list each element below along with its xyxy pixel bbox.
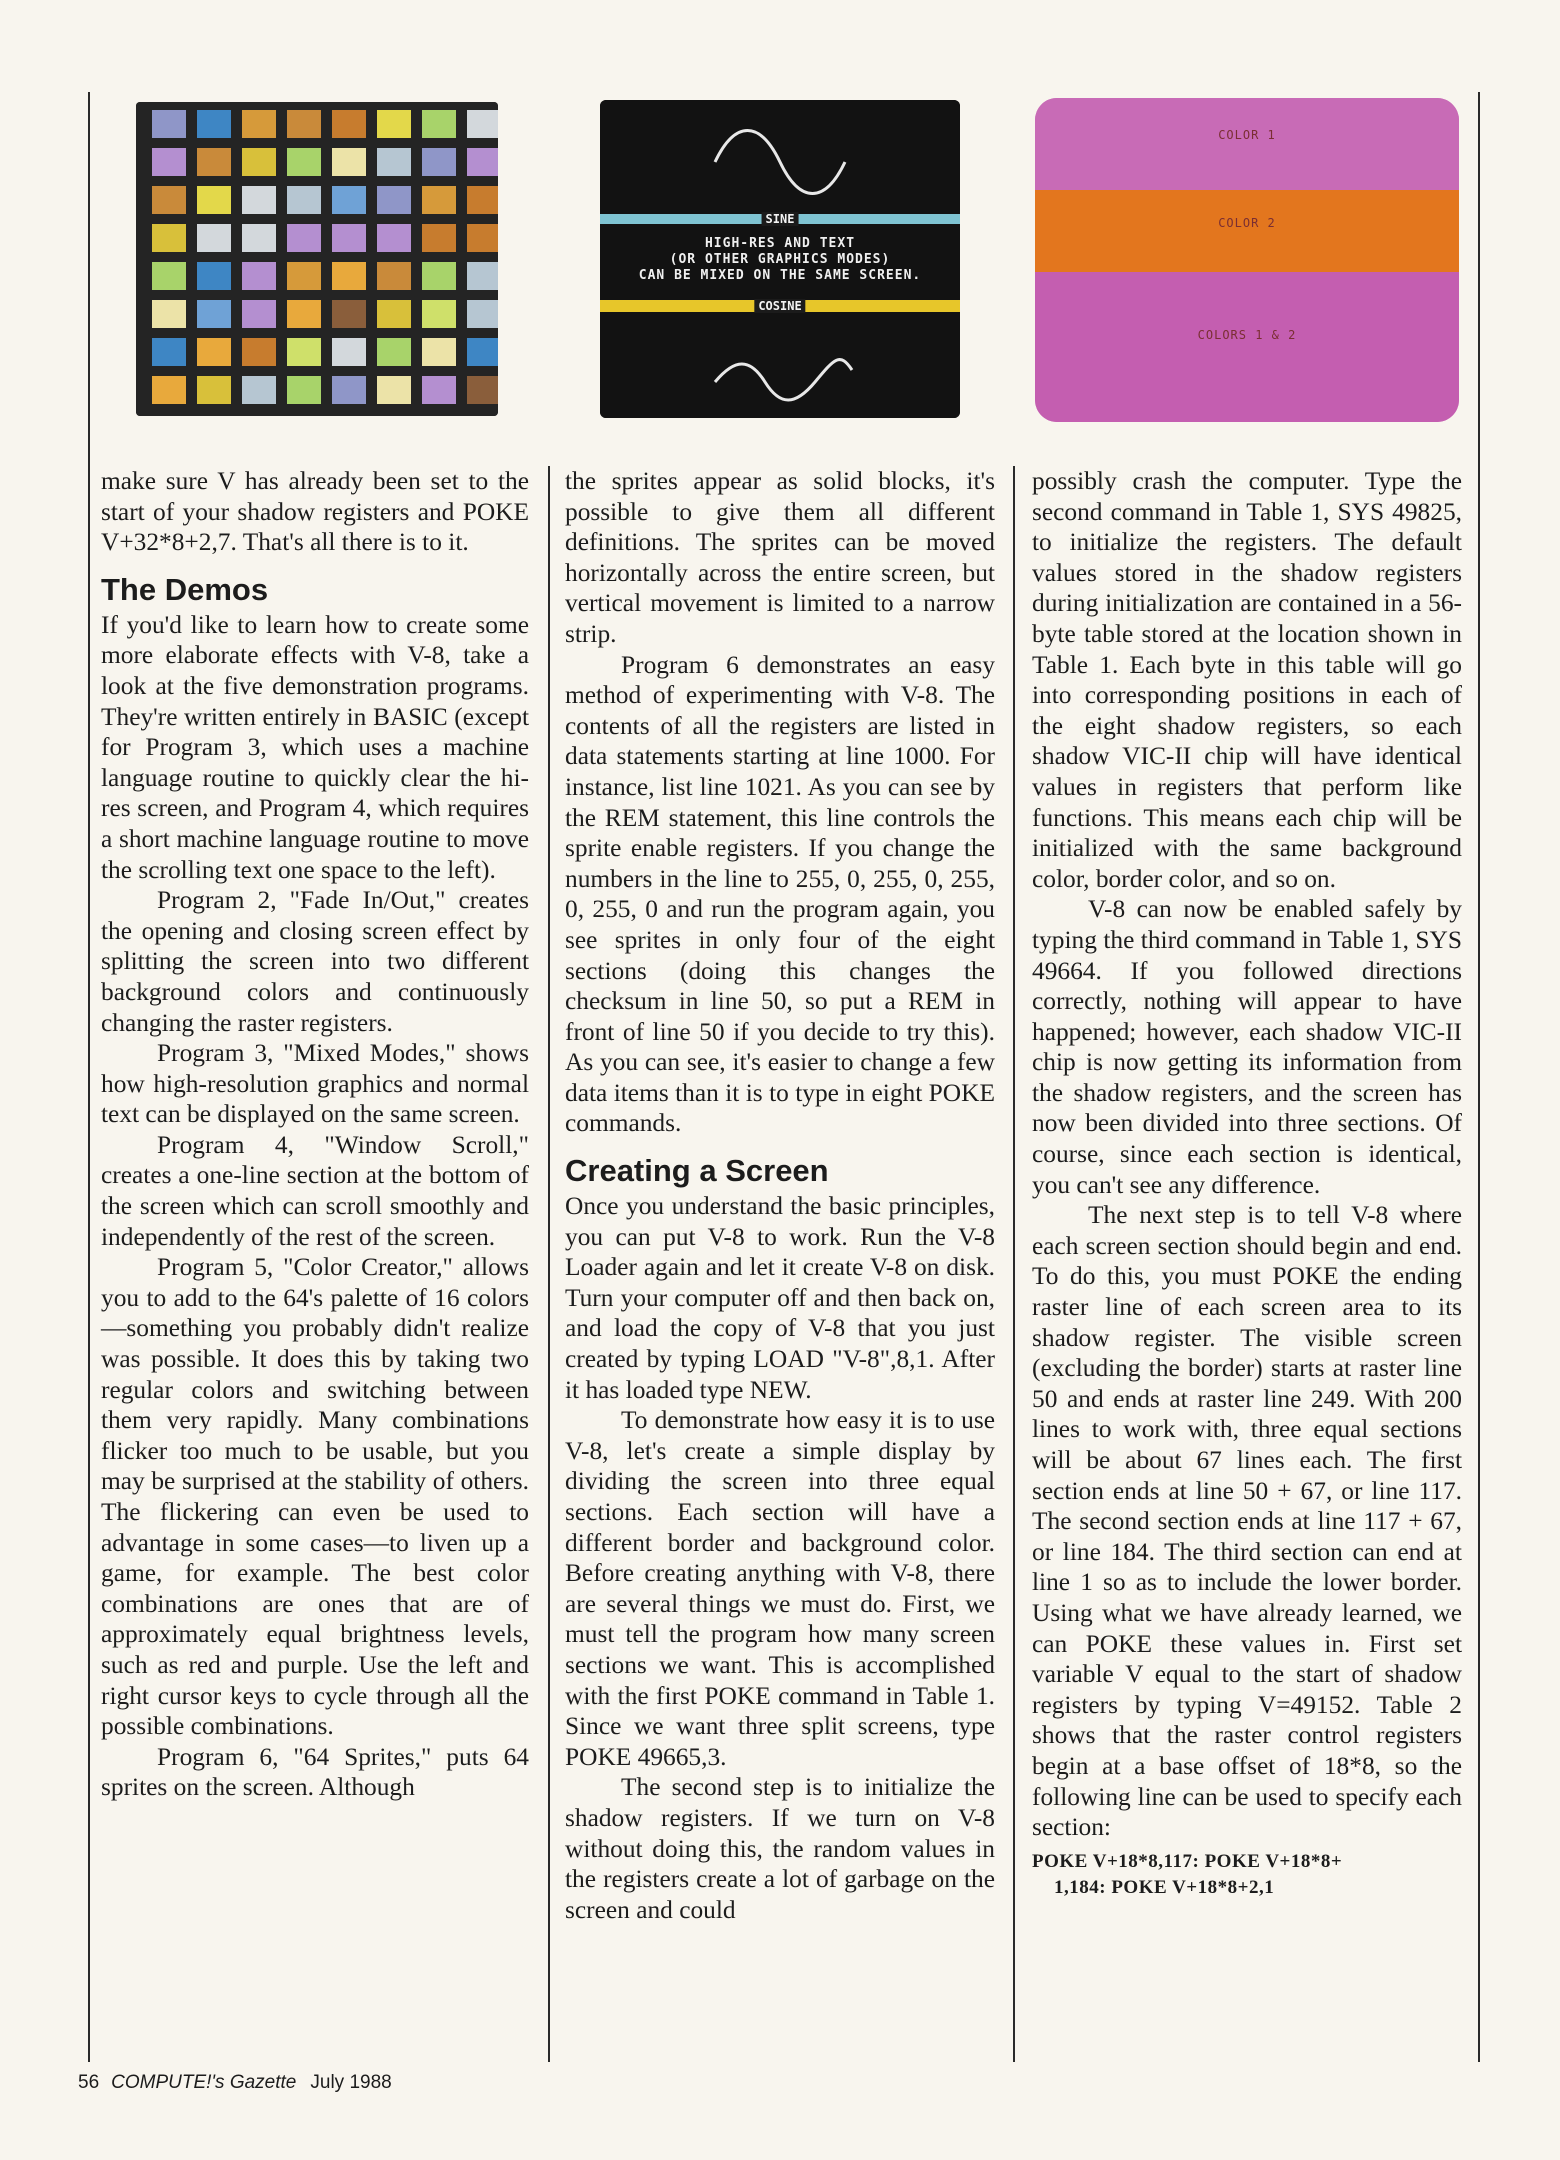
color-grid-cell <box>332 148 366 176</box>
color-grid-cell <box>287 224 321 252</box>
color-grid-cell <box>287 110 321 138</box>
column-rule-left <box>88 92 90 2062</box>
color-grid-cell <box>467 186 498 214</box>
col3-paragraph-3: The next step is to tell V-8 where each screen section should begin and end. To do this, you must POKE the ending raster line of each screen area to its shadow register. The visible screen (excluding the border) starts at raster line 50 and ends at raster line 249. With 200 lines to work with, three equal sections will be about 67 lines each. The first section ends at line 50 + 67, or line 117. The second section ends at line 117 + 67, or line 184. The third section can end at line 1 so as to include the lower border. Using what we have already learned, we can POKE these values in. First set variable V equal to the start of shadow registers by typing V=49152. Table 2 shows that the raster control registers begin at a base offset of 18*8, so the following line can be used to specify each section: <box>1032 1201 1462 1842</box>
color-grid-cell <box>152 262 186 290</box>
col1-paragraph-7: Program 6, "64 Sprites," puts 64 sprites on the screen. Although <box>101 1742 529 1802</box>
color-grid-cell <box>242 300 276 328</box>
color-grid-cell <box>197 110 231 138</box>
color-grid-cell <box>152 338 186 366</box>
color-grid-cell <box>197 186 231 214</box>
color-grid-cell <box>152 186 186 214</box>
page-footer <box>78 2072 392 2094</box>
heading-creating-a-screen: Creating a Screen <box>565 1153 829 1189</box>
mixed-modes-line-1: HIGH-RES AND TEXT <box>704 236 856 251</box>
color-grid-cell <box>242 148 276 176</box>
col2-paragraph-2: Program 6 demonstrates an easy method of experimenting with V-8. The contents of all the registers are listed in data statements starting at line 1000. For instance, list line 1021. As you can see by the REM statement, this line controls the sprite enable registers. If you change the numbers in the line to 255, 0, 255, 0, 255, 0, 255, 0 and run the program again, you see sprites in only four of the eight sections (doing this changes the checksum in line 50, so put a REM in front of line 50 if you decide to try this). As you can see, it's easier to change a few data items than it is to type in eight POKE commands. <box>565 650 995 1138</box>
color-grid-cell <box>377 376 411 404</box>
color-grid-cell <box>287 376 321 404</box>
color-grid-cell <box>152 300 186 328</box>
color-grid-cell <box>152 376 186 404</box>
color-grid-cell <box>422 300 456 328</box>
color-grid-cell <box>422 376 456 404</box>
color-grid-cell <box>467 376 498 404</box>
sine-label: SINE <box>762 212 799 226</box>
color-grid-cell <box>332 110 366 138</box>
col1-paragraph-6: Program 5, "Color Creator," allows you to add to the 64's palette of 16 colors—something you probably didn't realize was possible. It does this by taking two regular colors and switching between them very rapidly. Many combinations flicker too much to be usable, but you may be surprised at the stability of others. The flickering can even be used to advantage in some cases—to liven up a game, for example. The best color combinations are ones that are of approximately equal brightness levels, such as red and purple. Use the left and right cursor keys to cycle through all the possible combinations. <box>101 1253 529 1741</box>
color-grid-cell <box>197 376 231 404</box>
color-grid-graphic <box>136 102 498 416</box>
mixed-modes-line-3: CAN BE MIXED ON THE SAME SCREEN. <box>638 268 922 283</box>
col1-paragraph-1: make sure V has already been set to the start of your shadow registers and POKE V+32*8+2,7. That's all there is to it. <box>101 467 529 557</box>
col1-paragraph-4: Program 3, "Mixed Modes," shows how high-resolution graphics and normal text can be displayed on the same screen. <box>101 1039 529 1129</box>
issue-date: July 1988 <box>310 2072 392 2093</box>
color-grid-cell <box>197 262 231 290</box>
color-grid-cell <box>332 376 366 404</box>
page-number: 56 <box>78 2072 100 2093</box>
col3-paragraph-2: V-8 can now be enabled safely by typing the third command in Table 1, SYS 49664. If you followed directions correctly, nothing will appear to have happened; however, each shadow VIC-II chip is now getting its information from the shadow registers, and the screen has now been divided into three sections. Of course, since each section is identical, you can't see any difference. <box>1032 895 1462 1199</box>
color-grid-cell <box>287 186 321 214</box>
mixed-modes-line-2: (OR OTHER GRAPHICS MODES) <box>669 252 891 267</box>
color-grid-cell <box>467 148 498 176</box>
color-grid-cell <box>422 224 456 252</box>
color-grid-cell <box>467 262 498 290</box>
col1-paragraph-5: Program 4, "Window Scroll," creates a one-line section at the bottom of the screen which can scroll smoothly and independently of the rest of the screen. <box>101 1130 529 1251</box>
color-grid-cell <box>242 262 276 290</box>
color-grid-cell <box>242 338 276 366</box>
color-grid-cell <box>467 300 498 328</box>
color-grid-cell <box>377 338 411 366</box>
color-grid-cell <box>152 110 186 138</box>
colors-1-2-label: COLORS 1 & 2 <box>1197 328 1297 342</box>
column-rule-mid1 <box>548 466 550 2062</box>
color-grid-cell <box>197 224 231 252</box>
color-grid-cell <box>197 300 231 328</box>
color-2-label: COLOR 2 <box>1218 216 1276 230</box>
column-rule-mid2 <box>1013 466 1015 2062</box>
color-grid-cell <box>242 186 276 214</box>
color-grid-cell <box>332 224 366 252</box>
color-grid-cell <box>467 338 498 366</box>
color-grid-cell <box>377 224 411 252</box>
text-column-3 <box>1032 466 1462 1901</box>
screenshot-color-bands <box>1035 98 1459 422</box>
screenshot-color-grid <box>136 102 498 416</box>
color-grid-cell <box>422 186 456 214</box>
color-grid-cell <box>422 262 456 290</box>
col1-paragraph-3: Program 2, "Fade In/Out," creates the opening and closing screen effect by splitting the screen into two different background colors and continuously changing the raster registers. <box>101 886 529 1037</box>
color-grid-cell <box>287 300 321 328</box>
heading-the-demos: The Demos <box>101 571 269 607</box>
cosine-label: COSINE <box>754 299 805 313</box>
col2-paragraph-3: Once you understand the basic principles, you can put V-8 to work. Run the V-8 Loader again and let it create V-8 on disk. Turn your computer off and then back on, and load the copy of V-8 that you just created by typing LOAD "V-8",8,1. After it has loaded type NEW. <box>565 1192 995 1404</box>
color-grid-cell <box>377 262 411 290</box>
color-grid-cell <box>197 338 231 366</box>
band-color-2 <box>1035 190 1459 272</box>
text-column-1 <box>101 466 529 1803</box>
color-grid-cell <box>242 224 276 252</box>
color-grid-cell <box>377 110 411 138</box>
color-grid-cell <box>422 110 456 138</box>
color-grid-cell <box>467 110 498 138</box>
col2-paragraph-5: The second step is to initialize the shadow registers. If we turn on V-8 without doing this, the random values in the registers create a lot of garbage on the screen and could <box>565 1773 995 1924</box>
code-line-1: POKE V+18*8,117: POKE V+18*8+ <box>1032 1850 1343 1872</box>
color-grid-cell <box>377 300 411 328</box>
text-column-2 <box>565 466 995 1925</box>
code-listing <box>1032 1849 1462 1901</box>
color-grid-cell <box>152 148 186 176</box>
col2-paragraph-1: the sprites appear as solid blocks, it's possible to give them all different definitions. The sprites can be moved horizontally across the entire screen, but vertical movement is limited to a narrow strip. <box>565 467 995 648</box>
col2-paragraph-4: To demonstrate how easy it is to use V-8, let's create a simple display by dividing the screen into three equal sections. Each section will have a different border and background color. Before creating anything with V-8, there are several things we must do. First, we must tell the program how many screen sections we want. This is accomplished with the first POKE command in Table 1. Since we want three split screens, type POKE 49665,3. <box>565 1406 995 1771</box>
color-grid-cell <box>332 262 366 290</box>
screenshot-mixed-modes <box>600 100 960 418</box>
color-grid-cell <box>242 376 276 404</box>
magazine-name: COMPUTE!'s Gazette <box>111 2072 297 2093</box>
color-1-label: COLOR 1 <box>1218 128 1276 142</box>
color-grid-cell <box>377 148 411 176</box>
color-grid-cell <box>287 338 321 366</box>
color-grid-cell <box>332 338 366 366</box>
color-grid-cell <box>332 300 366 328</box>
color-grid-cell <box>242 110 276 138</box>
color-grid-cell <box>422 338 456 366</box>
color-grid-cell <box>287 262 321 290</box>
code-line-2: 1,184: POKE V+18*8+2,1 <box>1054 1876 1275 1898</box>
color-grid-cell <box>422 148 456 176</box>
column-rule-right <box>1478 92 1480 2062</box>
col3-paragraph-1: possibly crash the computer. Type the second command in Table 1, SYS 49825, to initialize the registers. The default values stored in the shadow registers during initialization are contained in a 56-byte table stored at the location shown in Table 1. Each byte in this table will go into corresponding positions in each of the eight shadow registers, so each shadow VIC-II chip will have identical values in registers that perform like functions. This means each chip will be initialized with the same background color, border color, and so on. <box>1032 467 1462 893</box>
color-grid-cell <box>377 186 411 214</box>
color-grid-cell <box>197 148 231 176</box>
band-color-1 <box>1035 98 1459 190</box>
color-grid-cell <box>287 148 321 176</box>
band-colors-1-2 <box>1035 272 1459 422</box>
color-grid-cell <box>467 224 498 252</box>
col1-paragraph-2: If you'd like to learn how to create some more elaborate effects with V-8, take a look at the five demonstration programs. They're written entirely in BASIC (except for Program 3, which uses a machine language routine to quickly clear the hi-res screen, and Program 4, which requires a short machine language routine to move the scrolling text one space to the left). <box>101 610 529 884</box>
color-grid-cell <box>152 224 186 252</box>
color-grid-cell <box>332 186 366 214</box>
